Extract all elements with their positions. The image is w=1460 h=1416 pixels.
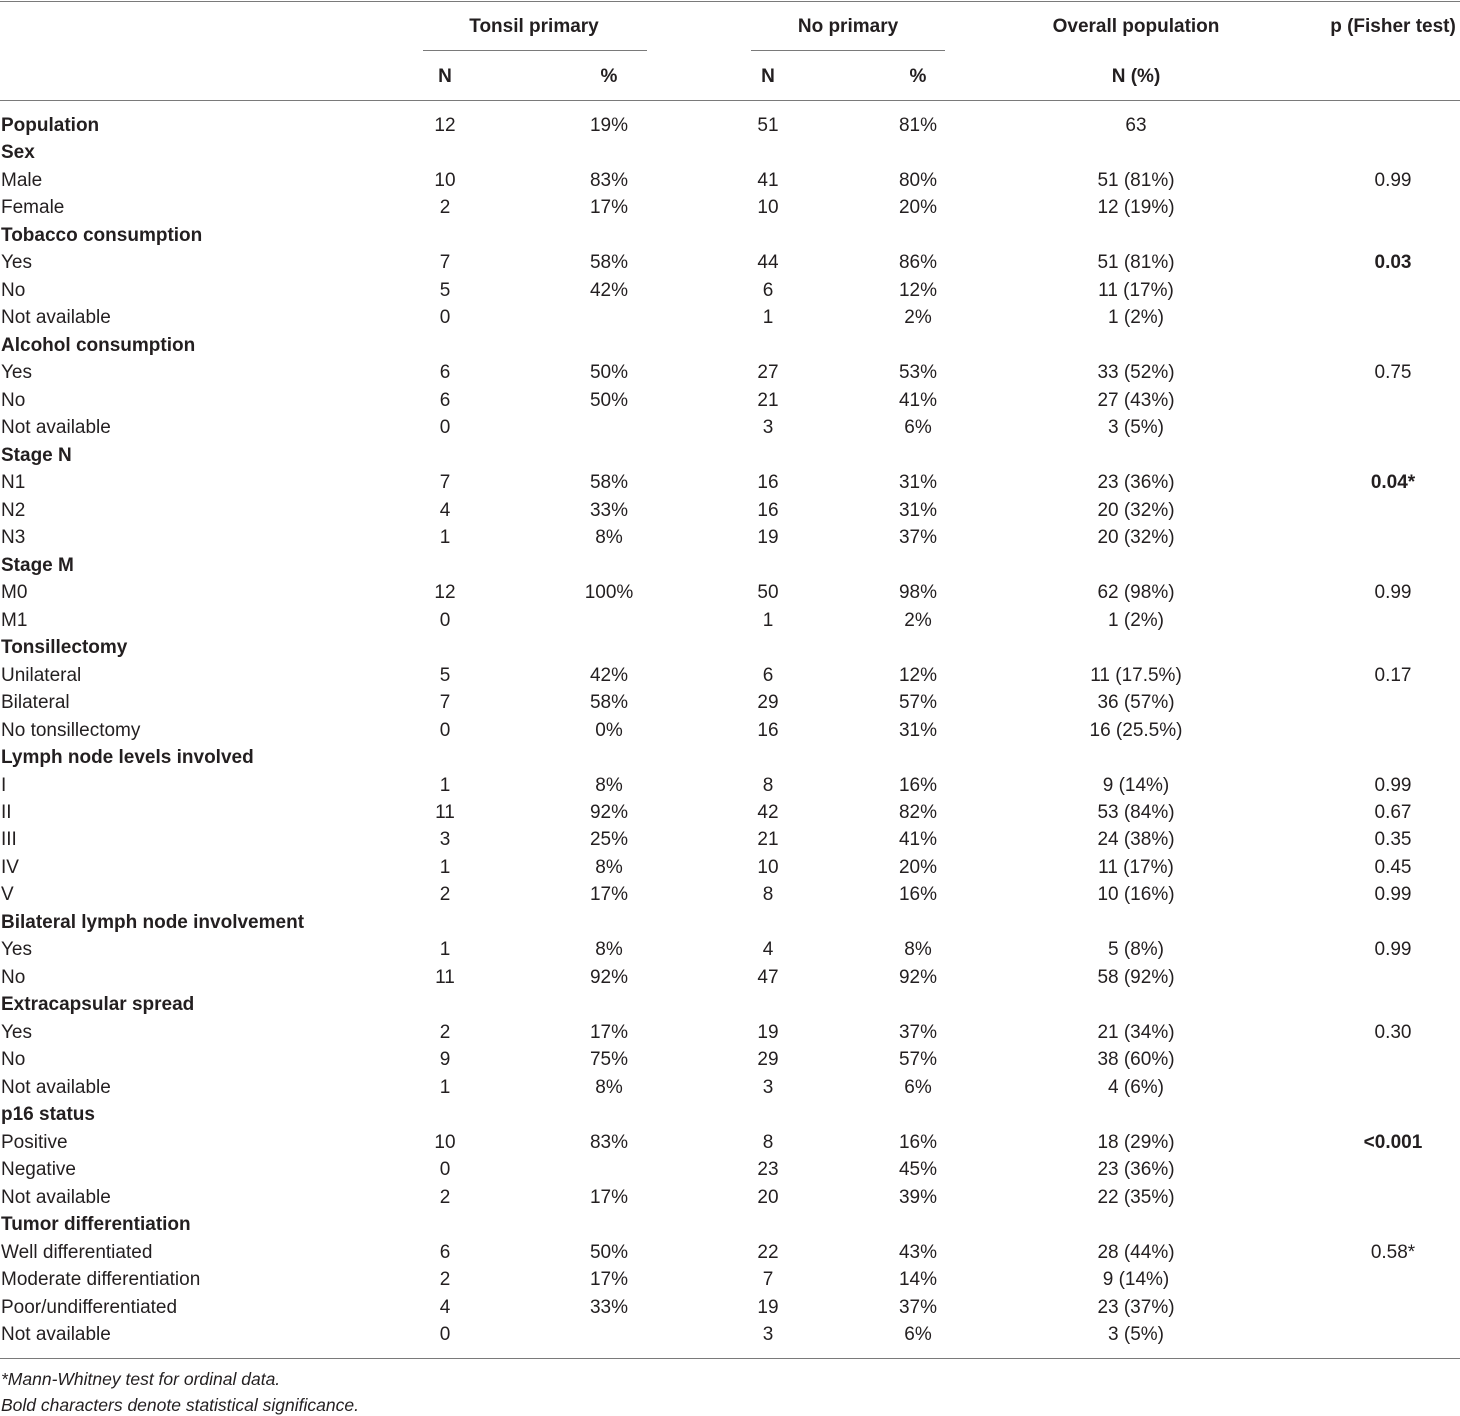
- cell-tonsil-pct: 17%: [589, 1021, 629, 1043]
- cell-noprimary-pct: 37%: [898, 1296, 938, 1318]
- cell-tonsil-pct: 17%: [589, 1186, 629, 1208]
- cell-noprimary-n: 21: [757, 389, 779, 411]
- cell-p-value: 0.67: [1374, 802, 1412, 823]
- cell-tonsil-n: 2: [439, 884, 451, 906]
- section-label: Alcohol consumption: [1, 334, 196, 356]
- cell-tonsil-pct: 58%: [589, 252, 629, 274]
- cell-p-value: 0.99: [1374, 169, 1412, 191]
- cell-tonsil-n: 11: [435, 966, 455, 988]
- cell-tonsil-n: 0: [439, 1159, 451, 1181]
- cell-p-value: 0.45: [1374, 856, 1412, 878]
- cell-tonsil-pct: 92%: [589, 966, 629, 988]
- cell-p-value: 0.75: [1374, 362, 1412, 384]
- cell-p-value: 0.17: [1374, 664, 1412, 686]
- header-tonsil-pct: %: [600, 66, 618, 87]
- cell-overall: 23 (36%): [1097, 472, 1175, 494]
- cell-tonsil-pct: 58%: [589, 692, 629, 714]
- cell-tonsil-pct: 50%: [589, 1241, 629, 1263]
- cell-tonsil-n: 1: [439, 1076, 451, 1098]
- cell-tonsil-n: 5: [439, 279, 451, 301]
- cell-noprimary-n: 10: [757, 197, 779, 219]
- cell-tonsil-pct: 75%: [589, 1049, 629, 1071]
- row-label: N3: [1, 527, 26, 549]
- cell-noprimary-pct: 82%: [898, 802, 938, 823]
- cell-overall: 51 (81%): [1097, 252, 1175, 274]
- cell-overall: 1 (2%): [1108, 307, 1164, 329]
- cell-tonsil-n: 11: [435, 802, 455, 823]
- cell-noprimary-n: 7: [762, 1269, 774, 1291]
- cell-overall: 23 (37%): [1097, 1296, 1175, 1318]
- cell-noprimary-n: 1: [762, 609, 774, 631]
- cell-noprimary-n: 42: [757, 802, 779, 823]
- cell-noprimary-n: 19: [757, 527, 779, 549]
- row-label: IV: [1, 856, 19, 878]
- cell-overall: 20 (32%): [1097, 527, 1175, 549]
- cell-noprimary-n: 8: [762, 884, 774, 906]
- row-label: Not available: [1, 307, 111, 329]
- cell-overall: 22 (35%): [1097, 1186, 1175, 1208]
- cell-noprimary-n: 44: [757, 252, 779, 274]
- row-label: II: [1, 802, 12, 823]
- row-label: I: [1, 774, 7, 796]
- cell-p-value: 0.35: [1374, 829, 1412, 851]
- cell-noprimary-n: 1: [762, 307, 774, 329]
- cell-noprimary-pct: 98%: [898, 582, 938, 604]
- row-label: No tonsillectomy: [1, 719, 141, 741]
- cell-tonsil-n: 10: [434, 1131, 456, 1153]
- row-label: M1: [1, 609, 28, 631]
- cell-noprimary-pct: 39%: [898, 1186, 938, 1208]
- cell-noprimary-pct: 86%: [898, 252, 938, 274]
- cell-noprimary-pct: 6%: [904, 1076, 932, 1098]
- cell-p-value: 0.04*: [1370, 472, 1416, 494]
- cell-overall: 1 (2%): [1108, 609, 1164, 631]
- row-label: Not available: [1, 1324, 111, 1346]
- header-tonsil-primary: Tonsil primary: [469, 16, 599, 37]
- header-no-primary: No primary: [797, 16, 899, 37]
- row-label: Not available: [1, 417, 111, 439]
- section-label: p16 status: [1, 1104, 95, 1126]
- row-label: No: [1, 279, 26, 301]
- cell-p-value: 0.99: [1374, 774, 1412, 796]
- cell-noprimary-n: 21: [757, 829, 779, 851]
- section-label: Lymph node levels involved: [1, 747, 254, 769]
- cell-tonsil-n: 4: [439, 499, 451, 521]
- cell-tonsil-n: 12: [434, 115, 456, 136]
- row-label: No: [1, 389, 26, 411]
- cell-noprimary-n: 41: [757, 169, 779, 191]
- row-label: Female: [1, 197, 65, 219]
- cell-tonsil-n: 7: [439, 252, 451, 274]
- footnote-bold-significance: Bold characters denote statistical significance.: [1, 1395, 359, 1415]
- cell-tonsil-pct: 8%: [595, 774, 623, 796]
- tonsil-group-rule: [423, 50, 647, 51]
- cell-tonsil-n: 5: [439, 664, 451, 686]
- cell-tonsil-n: 1: [439, 939, 451, 961]
- cell-tonsil-n: 2: [439, 1186, 451, 1208]
- row-label: Yes: [1, 362, 32, 384]
- row-label: Yes: [1, 252, 32, 274]
- cell-noprimary-n: 10: [757, 856, 779, 878]
- cell-noprimary-pct: 53%: [898, 362, 938, 384]
- section-label: Stage N: [1, 444, 72, 466]
- cell-noprimary-pct: 80%: [898, 169, 938, 191]
- cell-overall: 9 (14%): [1102, 1269, 1170, 1291]
- cell-overall: 5 (8%): [1108, 939, 1164, 961]
- row-label: N2: [1, 499, 26, 521]
- cell-tonsil-n: 1: [439, 774, 451, 796]
- cell-overall: 36 (57%): [1097, 692, 1175, 714]
- cell-tonsil-pct: 33%: [589, 499, 629, 521]
- row-label: Unilateral: [1, 664, 82, 686]
- cell-tonsil-n: 2: [439, 1021, 451, 1043]
- cell-noprimary-pct: 2%: [904, 307, 932, 329]
- cell-noprimary-n: 23: [757, 1159, 779, 1181]
- cell-noprimary-pct: 16%: [898, 884, 938, 906]
- cell-noprimary-pct: 14%: [898, 1269, 938, 1291]
- cell-overall: 18 (29%): [1097, 1131, 1175, 1153]
- cell-p-value: 0.99: [1374, 582, 1412, 604]
- section-label: Extracapsular spread: [1, 994, 195, 1016]
- cell-overall: 16 (25.5%): [1089, 719, 1183, 741]
- cell-noprimary-pct: 8%: [904, 939, 932, 961]
- cell-tonsil-pct: 17%: [589, 197, 629, 219]
- section-label: Tobacco consumption: [1, 224, 203, 246]
- cell-noprimary-n: 3: [762, 417, 774, 439]
- cell-tonsil-n: 9: [439, 1049, 451, 1071]
- section-label: Population: [1, 115, 100, 136]
- cell-noprimary-n: 8: [762, 774, 774, 796]
- cell-tonsil-n: 3: [439, 829, 451, 851]
- cell-noprimary-pct: 37%: [898, 527, 938, 549]
- section-label: Tonsillectomy: [1, 637, 128, 659]
- cell-noprimary-pct: 6%: [904, 417, 932, 439]
- cell-noprimary-n: 27: [757, 362, 779, 384]
- noprimary-group-rule: [751, 50, 945, 51]
- cell-noprimary-pct: 37%: [898, 1021, 938, 1043]
- cell-tonsil-pct: 50%: [589, 389, 629, 411]
- cell-overall: 11 (17%): [1098, 279, 1174, 301]
- cell-tonsil-pct: 50%: [589, 362, 629, 384]
- cell-noprimary-n: 6: [762, 279, 774, 301]
- cell-noprimary-pct: 31%: [898, 719, 938, 741]
- cell-tonsil-pct: 8%: [595, 856, 623, 878]
- header-noprimary-n: N: [761, 66, 775, 87]
- cell-overall: 3 (5%): [1108, 1324, 1164, 1346]
- cell-p-value: 0.30: [1374, 1021, 1412, 1043]
- cell-tonsil-pct: 92%: [589, 802, 629, 823]
- cell-tonsil-n: 10: [434, 169, 456, 191]
- cell-noprimary-n: 16: [757, 499, 779, 521]
- cell-tonsil-pct: 42%: [589, 279, 629, 301]
- cell-overall: 11 (17.5%): [1090, 664, 1182, 686]
- cell-noprimary-n: 50: [757, 582, 779, 604]
- cell-overall: 12 (19%): [1097, 197, 1175, 219]
- header-overall-n-pct: N (%): [1111, 66, 1161, 87]
- cell-noprimary-n: 47: [757, 966, 779, 988]
- cell-noprimary-n: 8: [762, 1131, 774, 1153]
- cell-overall: 3 (5%): [1108, 417, 1164, 439]
- cell-noprimary-n: 19: [757, 1021, 779, 1043]
- cell-noprimary-n: 16: [757, 472, 779, 494]
- cell-tonsil-pct: 33%: [589, 1296, 629, 1318]
- row-label: Yes: [1, 939, 32, 961]
- cell-noprimary-n: 6: [762, 664, 774, 686]
- cell-tonsil-pct: 8%: [595, 939, 623, 961]
- cell-p-value: 0.58*: [1370, 1241, 1416, 1263]
- cell-overall: 20 (32%): [1097, 499, 1175, 521]
- cell-tonsil-n: 4: [439, 1296, 451, 1318]
- cell-noprimary-pct: 2%: [904, 609, 932, 631]
- row-label: Poor/undifferentiated: [1, 1296, 178, 1318]
- cell-noprimary-pct: 45%: [898, 1159, 938, 1181]
- cell-tonsil-n: 0: [439, 719, 451, 741]
- cell-noprimary-pct: 43%: [898, 1241, 938, 1263]
- cell-tonsil-pct: 42%: [589, 664, 629, 686]
- cell-noprimary-n: 19: [757, 1296, 779, 1318]
- cell-tonsil-pct: 8%: [595, 527, 623, 549]
- header-noprimary-pct: %: [909, 66, 927, 87]
- cell-noprimary-n: 51: [757, 115, 779, 136]
- cell-tonsil-pct: 83%: [589, 1131, 629, 1153]
- cell-noprimary-pct: 31%: [898, 499, 938, 521]
- cell-overall: 24 (38%): [1097, 829, 1175, 851]
- row-label: Male: [1, 169, 43, 191]
- row-label: Not available: [1, 1076, 111, 1098]
- cell-tonsil-pct: 19%: [589, 115, 629, 136]
- header-bottom-rule: [0, 100, 1460, 101]
- row-label: M0: [1, 582, 28, 604]
- cell-noprimary-pct: 12%: [898, 279, 938, 301]
- cell-noprimary-pct: 57%: [898, 1049, 938, 1071]
- cell-p-value: 0.99: [1374, 939, 1412, 961]
- row-label: Bilateral: [1, 692, 70, 714]
- cell-p-value: 0.99: [1374, 884, 1412, 906]
- cell-noprimary-pct: 16%: [898, 1131, 938, 1153]
- cell-tonsil-pct: 25%: [589, 829, 629, 851]
- cell-tonsil-n: 7: [439, 472, 451, 494]
- cell-noprimary-pct: 16%: [898, 774, 938, 796]
- cell-tonsil-n: 0: [439, 1324, 451, 1346]
- cell-overall: 28 (44%): [1097, 1241, 1175, 1263]
- cell-noprimary-pct: 41%: [898, 389, 938, 411]
- cell-noprimary-n: 29: [757, 692, 779, 714]
- cell-tonsil-n: 6: [439, 1241, 451, 1263]
- cell-tonsil-n: 0: [439, 417, 451, 439]
- cell-p-value: 0.03: [1374, 252, 1412, 274]
- cell-overall: 4 (6%): [1108, 1076, 1164, 1098]
- row-label: V: [1, 884, 14, 906]
- cell-noprimary-pct: 20%: [898, 856, 938, 878]
- cell-tonsil-n: 7: [439, 692, 451, 714]
- cell-noprimary-pct: 6%: [904, 1324, 932, 1346]
- row-label: Negative: [1, 1159, 76, 1181]
- cell-noprimary-pct: 92%: [898, 966, 938, 988]
- cell-tonsil-n: 1: [439, 856, 451, 878]
- cell-tonsil-n: 0: [439, 307, 451, 329]
- section-label: Stage M: [1, 554, 74, 576]
- cell-noprimary-n: 3: [762, 1324, 774, 1346]
- cell-overall: 33 (52%): [1097, 362, 1175, 384]
- footnote-mann-whitney: *Mann-Whitney test for ordinal data.: [1, 1369, 281, 1389]
- cell-overall: 23 (36%): [1097, 1159, 1175, 1181]
- row-label: Moderate differentiation: [1, 1269, 201, 1291]
- section-label: Bilateral lymph node involvement: [1, 911, 305, 933]
- row-label: No: [1, 966, 26, 988]
- section-label: Sex: [1, 142, 35, 164]
- cell-noprimary-pct: 57%: [898, 692, 938, 714]
- cell-tonsil-pct: 17%: [589, 1269, 629, 1291]
- row-label: Well differentiated: [1, 1241, 153, 1263]
- cell-overall: 63: [1125, 115, 1147, 136]
- cell-tonsil-n: 6: [439, 389, 451, 411]
- cell-overall: 53 (84%): [1097, 802, 1175, 823]
- cell-p-value: <0.001: [1363, 1131, 1423, 1153]
- cell-overall: 27 (43%): [1097, 389, 1175, 411]
- cell-noprimary-n: 29: [757, 1049, 779, 1071]
- cell-noprimary-pct: 31%: [898, 472, 938, 494]
- header-tonsil-n: N: [438, 66, 452, 87]
- cell-tonsil-pct: 8%: [595, 1076, 623, 1098]
- row-label: Not available: [1, 1186, 111, 1208]
- table-bottom-rule: [0, 1358, 1460, 1359]
- cell-overall: 11 (17%): [1098, 856, 1174, 878]
- row-label: Positive: [1, 1131, 68, 1153]
- cell-tonsil-pct: 17%: [589, 884, 629, 906]
- cell-tonsil-n: 1: [439, 527, 451, 549]
- cell-overall: 10 (16%): [1097, 884, 1175, 906]
- header-p-value: p (Fisher test): [1330, 16, 1456, 37]
- cell-tonsil-pct: 0%: [595, 719, 623, 741]
- row-label: No: [1, 1049, 26, 1071]
- cell-noprimary-pct: 81%: [898, 115, 938, 136]
- table-top-rule: [0, 1, 1460, 2]
- cell-tonsil-n: 0: [439, 609, 451, 631]
- cell-tonsil-n: 6: [439, 362, 451, 384]
- cell-noprimary-pct: 12%: [898, 664, 938, 686]
- cell-noprimary-n: 20: [757, 1186, 779, 1208]
- row-label: N1: [1, 472, 26, 494]
- section-label: Tumor differentiation: [1, 1214, 191, 1236]
- cell-overall: 21 (34%): [1097, 1021, 1175, 1043]
- cell-overall: 38 (60%): [1097, 1049, 1175, 1071]
- cell-tonsil-pct: 83%: [589, 169, 629, 191]
- cell-overall: 62 (98%): [1097, 582, 1175, 604]
- cell-noprimary-pct: 20%: [898, 197, 938, 219]
- cell-overall: 58 (92%): [1097, 966, 1175, 988]
- cell-noprimary-n: 22: [757, 1241, 779, 1263]
- cell-tonsil-n: 2: [439, 197, 451, 219]
- cell-tonsil-pct: 100%: [584, 582, 634, 604]
- cell-tonsil-n: 2: [439, 1269, 451, 1291]
- cell-noprimary-pct: 41%: [898, 829, 938, 851]
- cell-overall: 9 (14%): [1102, 774, 1170, 796]
- row-label: III: [1, 829, 17, 851]
- header-overall-population: Overall population: [1052, 16, 1220, 37]
- cell-noprimary-n: 4: [762, 939, 774, 961]
- row-label: Yes: [1, 1021, 32, 1043]
- cell-noprimary-n: 3: [762, 1076, 774, 1098]
- cell-overall: 51 (81%): [1097, 169, 1175, 191]
- cell-tonsil-n: 12: [434, 582, 456, 604]
- cell-noprimary-n: 16: [757, 719, 779, 741]
- cell-tonsil-pct: 58%: [589, 472, 629, 494]
